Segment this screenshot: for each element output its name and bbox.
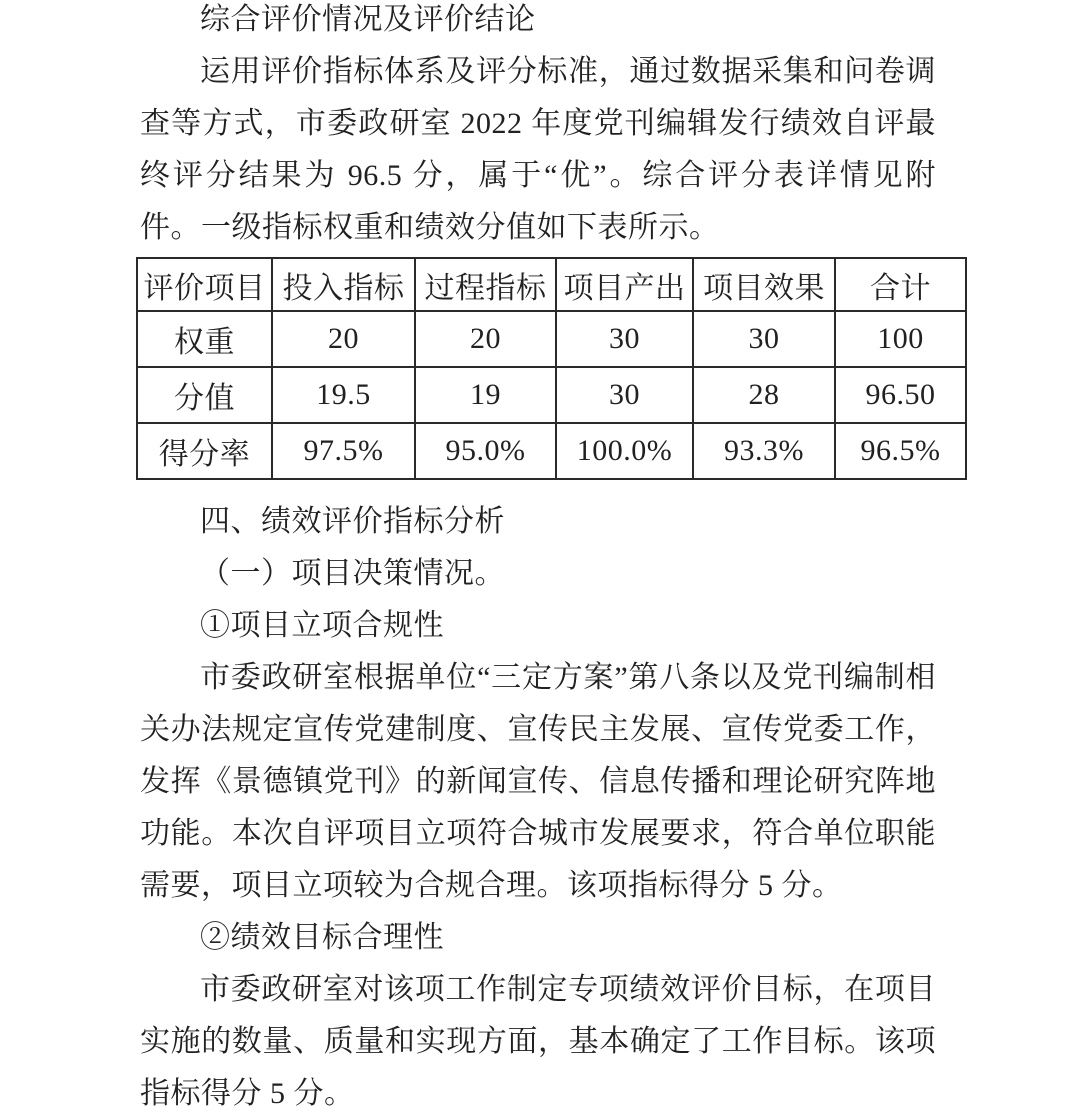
intro-block — [140, 0, 936, 254]
score-cell: 19.5 — [272, 367, 415, 423]
item2-heading: ②绩效目标合理性 — [200, 921, 444, 954]
score-row-label: 分值 — [137, 367, 272, 423]
score-cell: 30 — [693, 311, 835, 367]
score-table-header-row — [137, 258, 966, 311]
item2-paragraph: 市委政研室对该项工作制定专项绩效评价目标，在项目实施的数量、质量和实现方面，基本确定了工作目标。该项指标得分 5 分。 — [140, 973, 936, 1110]
score-table-header-cell: 投入指标 — [272, 258, 415, 311]
score-cell: 100.0% — [556, 423, 693, 479]
score-cell: 30 — [556, 311, 693, 367]
score-cell: 30 — [556, 367, 693, 423]
item1-heading: ①项目立项合规性 — [200, 609, 444, 642]
score-cell: 20 — [415, 311, 556, 367]
score-cell: 95.0% — [415, 423, 556, 479]
score-cell: 96.5% — [835, 423, 966, 479]
score-cell: 93.3% — [693, 423, 835, 479]
subsection-heading: （一）项目决策情况。 — [200, 557, 505, 590]
score-table-header-cell: 评价项目 — [137, 258, 272, 311]
score-table-row-weight — [137, 311, 966, 367]
score-table-row-rate — [137, 423, 966, 479]
score-table-header-cell: 项目产出 — [556, 258, 693, 311]
score-table-header-cell: 过程指标 — [415, 258, 556, 311]
score-table-header-cell: 合计 — [835, 258, 966, 311]
score-table-row-score — [137, 367, 966, 423]
score-cell: 19 — [415, 367, 556, 423]
score-row-label: 得分率 — [137, 423, 272, 479]
section-heading: 四、绩效评价指标分析 — [200, 505, 505, 538]
intro-heading: 综合评价情况及评价结论 — [200, 3, 536, 36]
score-table-header-cell: 项目效果 — [693, 258, 835, 311]
score-cell: 97.5% — [272, 423, 415, 479]
score-cell: 20 — [272, 311, 415, 367]
score-cell: 96.50 — [835, 367, 966, 423]
score-cell: 100 — [835, 311, 966, 367]
summary-paragraph: 运用评价指标体系及评分标准，通过数据采集和问卷调查等方式，市委政研室 2022 年度党刊编辑发行绩效自评最终评分结果为 96.5 分，属于“优”。综合评分表详情见附件。一级指标权重和绩效分值如下表所示。 — [140, 55, 936, 244]
analysis-block — [140, 496, 936, 1120]
item1-paragraph: 市委政研室根据单位“三定方案”第八条以及党刊编制相关办法规定宣传党建制度、宣传民主发展、宣传党委工作，发挥《景德镇党刊》的新闻宣传、信息传播和理论研究阵地功能。本次自评项目立项符合城市发展要求，符合单位职能需要，项目立项较为合规合理。该项指标得分 5 分。 — [140, 661, 936, 902]
score-row-label: 权重 — [137, 311, 272, 367]
score-table — [136, 257, 967, 480]
score-cell: 28 — [693, 367, 835, 423]
